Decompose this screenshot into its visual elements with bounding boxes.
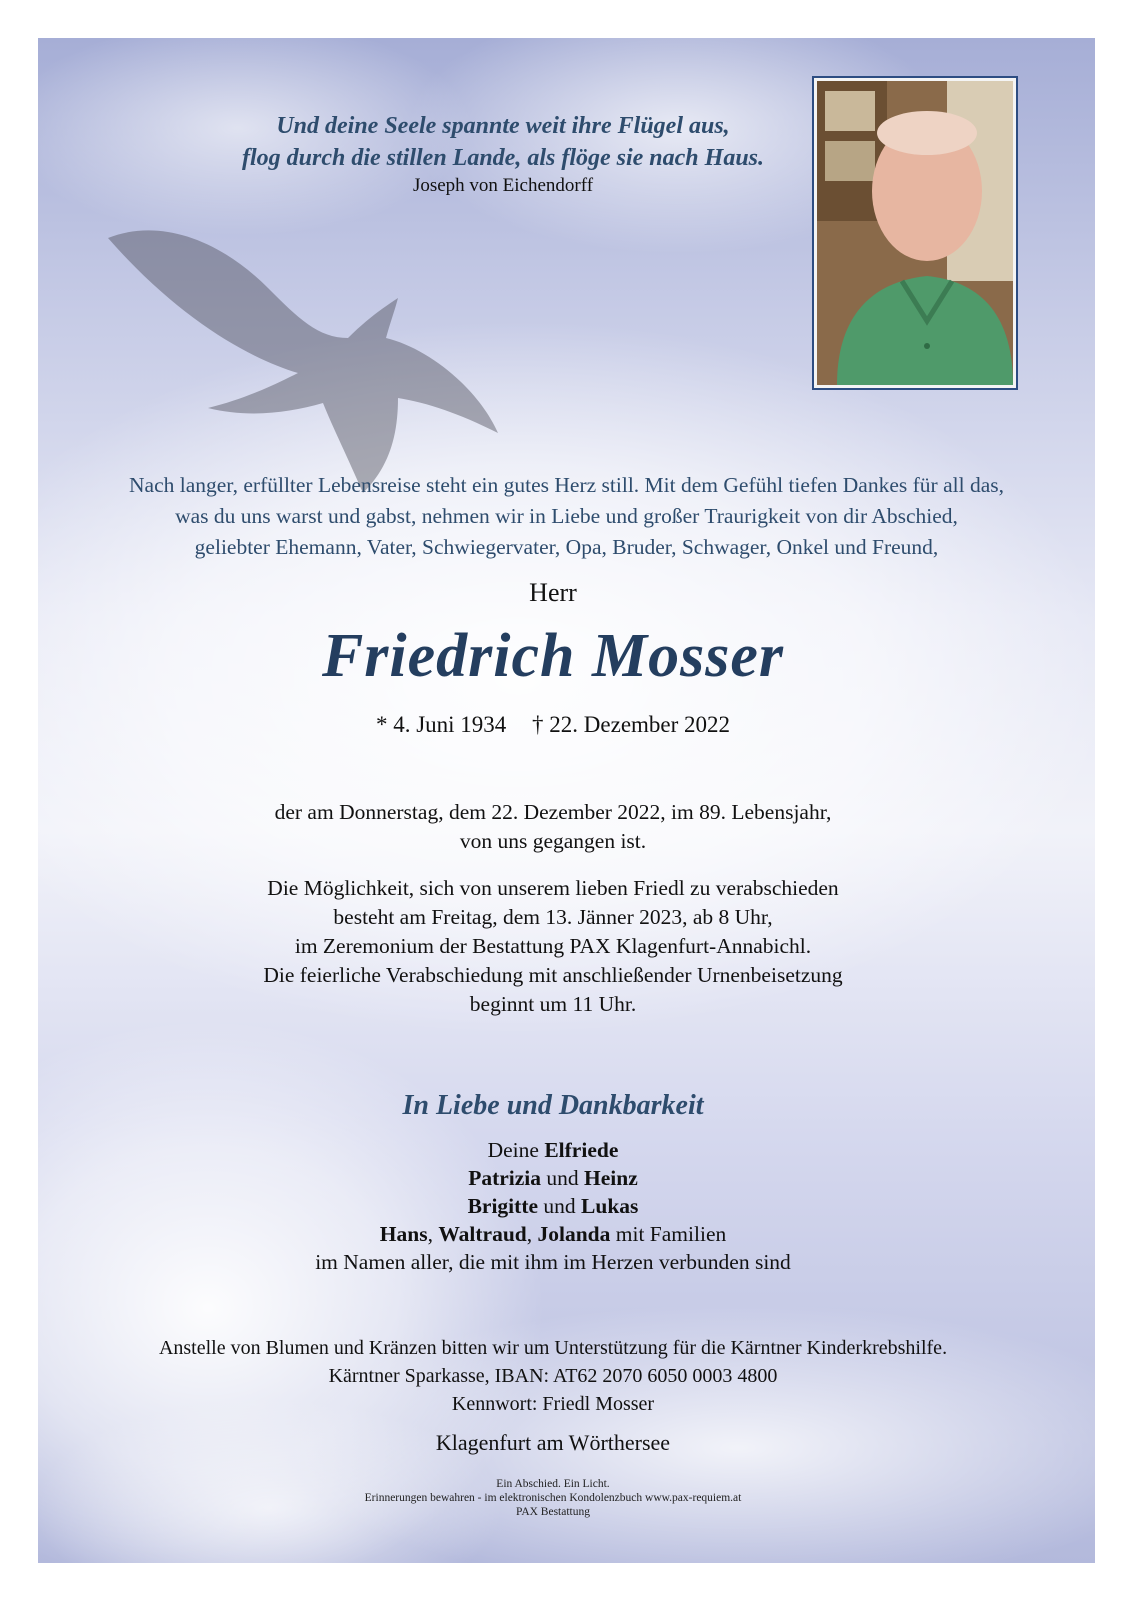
farewell-line: beginnt um 11 Uhr. — [469, 992, 637, 1016]
death-notice-line: der am Donnerstag, dem 22. Dezember 2022, im 89. Lebensjahr, — [274, 800, 832, 824]
death-date: † 22. Dezember 2022 — [532, 712, 731, 737]
mourner-line — [38, 1220, 1068, 1248]
mourner-name: Patrizia — [468, 1166, 542, 1190]
obituary-card — [38, 38, 1095, 1563]
portrait-image — [817, 81, 1013, 385]
quote-author: Joseph von Eichendorff — [412, 175, 594, 196]
death-notice — [38, 798, 1068, 856]
mourner-name: Brigitte — [467, 1194, 539, 1218]
footer — [38, 1477, 1068, 1519]
donation-line: Kennwort: Friedl Mosser — [451, 1393, 655, 1415]
place-name: Klagenfurt am Wörthersee — [435, 1430, 671, 1455]
intro-line: geliebter Ehemann, Vater, Schwiegervater, Opa, Bruder, Schwager, Onkel und Freund, — [194, 535, 939, 559]
mourner-name: Waltraud — [438, 1222, 527, 1246]
mourner-text: Deine — [487, 1138, 545, 1162]
intro-text — [38, 470, 1095, 563]
deceased-name: Friedrich Mosser — [321, 622, 785, 690]
mourner-name: Lukas — [581, 1194, 639, 1218]
mourners-list — [38, 1136, 1068, 1276]
footer-line: Erinnerungen bewahren - im elektronischen Kondolenzbuch www.pax-requiem.at — [364, 1492, 742, 1504]
mourner-text: mit Familien — [610, 1222, 727, 1246]
quote-line: flog durch die stillen Lande, als flöge sie nach Haus. — [241, 145, 765, 171]
mourner-line — [38, 1136, 1068, 1164]
salutation: Herr — [529, 578, 577, 607]
farewell-line: Die Möglichkeit, sich von unserem lieben Friedl zu verabschieden — [267, 876, 839, 900]
mourner-line — [38, 1164, 1068, 1192]
life-dates — [38, 712, 1068, 738]
farewell-line: besteht am Freitag, dem 13. Jänner 2023, ab 8 Uhr, — [333, 905, 773, 929]
mourner-name: Jolanda — [537, 1222, 611, 1246]
donation-line: Kärntner Sparkasse, IBAN: AT62 2070 6050 0003 4800 — [328, 1365, 778, 1387]
mourner-text: , — [427, 1222, 439, 1246]
footer-line: PAX Bestattung — [515, 1506, 590, 1518]
mourner-text: und — [538, 1194, 582, 1218]
farewell-line: im Zeremonium der Bestattung PAX Klagenfurt-Annabichl. — [294, 934, 812, 958]
donation-info — [38, 1334, 1068, 1418]
mourner-name: Elfriede — [544, 1138, 619, 1162]
mourner-name: Heinz — [584, 1166, 638, 1190]
footer-line: Ein Abschied. Ein Licht. — [496, 1478, 610, 1490]
mourner-text: und — [541, 1166, 585, 1190]
quote-block — [178, 110, 828, 198]
intro-line: was du uns warst und gabst, nehmen wir in Liebe und großer Traurigkeit von dir Abschied, — [175, 504, 958, 528]
portrait-photo — [812, 76, 1018, 390]
farewell-line: Die feierliche Verabschiedung mit anschließender Urnenbeisetzung — [263, 963, 843, 987]
mourner-text: , — [526, 1222, 538, 1246]
birth-date: * 4. Juni 1934 — [375, 712, 507, 737]
mourner-line — [38, 1192, 1068, 1220]
bird-silhouette-icon — [98, 198, 518, 498]
donation-line: Anstelle von Blumen und Kränzen bitten wir um Unterstützung für die Kärntner Kinderkrebshilfe. — [158, 1337, 948, 1359]
mourners-title: In Liebe und Dankbarkeit — [402, 1090, 704, 1121]
mourner-name: Hans — [379, 1222, 428, 1246]
mourner-closing: im Namen aller, die mit ihm im Herzen verbunden sind — [315, 1250, 791, 1274]
farewell-info — [38, 874, 1068, 1019]
intro-line: Nach langer, erfüllter Lebensreise steht ein gutes Herz still. Mit dem Gefühl tiefen Dankes für all das, — [129, 473, 1004, 497]
death-notice-line: von uns gegangen ist. — [459, 829, 647, 853]
quote-line: Und deine Seele spannte weit ihre Flügel aus, — [276, 113, 730, 139]
